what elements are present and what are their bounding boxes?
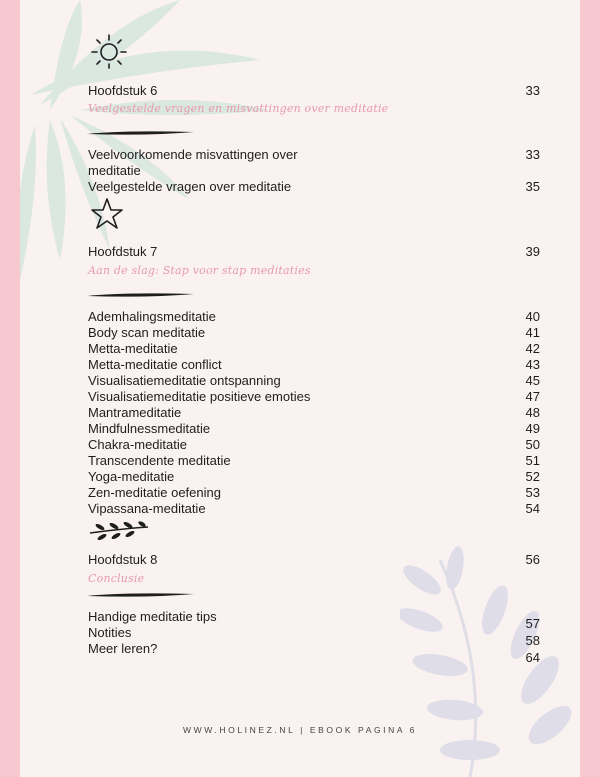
laurel-icon <box>88 521 150 541</box>
toc-item[interactable]: Veelgestelde vragen over meditatie <box>88 179 292 194</box>
toc-item-page: 41 <box>525 325 540 340</box>
toc-item[interactable]: Notities <box>88 625 132 640</box>
leaf-branch-decoration <box>400 540 580 777</box>
toc-item-page: 50 <box>525 437 540 452</box>
toc-item-page: 42 <box>525 341 540 356</box>
toc-item[interactable]: Ademhalingsmeditatie <box>88 309 216 324</box>
chapter-7-title[interactable]: Hoofdstuk 7 <box>88 244 158 259</box>
toc-item[interactable]: Meer leren? <box>88 641 158 656</box>
toc-item[interactable]: Body scan meditatie <box>88 325 206 340</box>
toc-item-page: 51 <box>525 453 540 468</box>
toc-item[interactable]: Chakra-meditatie <box>88 437 187 452</box>
toc-item-page: 52 <box>525 469 540 484</box>
toc-item-page: 47 <box>525 389 540 404</box>
brush-divider <box>86 291 196 299</box>
toc-item[interactable]: Zen-meditatie oefening <box>88 485 221 500</box>
chapter-6-subtitle: Veelgestelde vragen en misvattingen over meditatie <box>88 102 389 115</box>
star-icon <box>90 197 124 231</box>
toc-item[interactable]: Visualisatiemeditatie ontspanning <box>88 373 281 388</box>
toc-item[interactable]: Veelvoorkomende misvattingen over <box>88 147 298 162</box>
toc-item-page: 57 <box>525 616 540 631</box>
chapter-8-page: 56 <box>525 552 540 567</box>
toc-item[interactable]: Mantrameditatie <box>88 405 182 420</box>
palm-leaf-decoration <box>20 0 320 330</box>
sun-icon <box>90 32 128 70</box>
toc-item[interactable]: Vipassana-meditatie <box>88 501 206 516</box>
toc-item-page: 33 <box>525 147 540 162</box>
toc-item-page: 45 <box>525 373 540 388</box>
toc-item[interactable]: Handige meditatie tips <box>88 609 217 624</box>
toc-item[interactable]: Mindfulnessmeditatie <box>88 421 211 436</box>
toc-item[interactable]: meditatie <box>88 163 141 178</box>
toc-item-page: 48 <box>525 405 540 420</box>
brush-divider <box>86 591 196 599</box>
toc-item-page: 64 <box>525 650 540 665</box>
toc-item-page: 54 <box>525 501 540 516</box>
toc-item[interactable]: Visualisatiemeditatie positieve emoties <box>88 389 311 404</box>
ebook-page <box>20 0 580 777</box>
toc-item[interactable]: Metta-meditatie conflict <box>88 357 222 372</box>
brush-divider <box>86 129 196 137</box>
toc-item-page: 40 <box>525 309 540 324</box>
toc-item-page: 49 <box>525 421 540 436</box>
chapter-7-page: 39 <box>525 244 540 259</box>
toc-item-page: 53 <box>525 485 540 500</box>
toc-item-page: 43 <box>525 357 540 372</box>
toc-item-page: 35 <box>525 179 540 194</box>
toc-item[interactable]: Transcendente meditatie <box>88 453 231 468</box>
toc-item[interactable]: Yoga-meditatie <box>88 469 175 484</box>
toc-item[interactable]: Metta-meditatie <box>88 341 178 356</box>
chapter-6-title[interactable]: Hoofdstuk 6 <box>88 83 158 98</box>
chapter-8-title[interactable]: Hoofdstuk 8 <box>88 552 158 567</box>
chapter-7-subtitle: Aan de slag: Stap voor stap meditaties <box>88 264 311 277</box>
page-footer: WWW.HOLINEZ.NL | EBOOK PAGINA 6 <box>183 725 417 735</box>
toc-item-page: 58 <box>525 633 540 648</box>
chapter-6-page: 33 <box>525 83 540 98</box>
chapter-8-subtitle: Conclusie <box>88 572 145 585</box>
